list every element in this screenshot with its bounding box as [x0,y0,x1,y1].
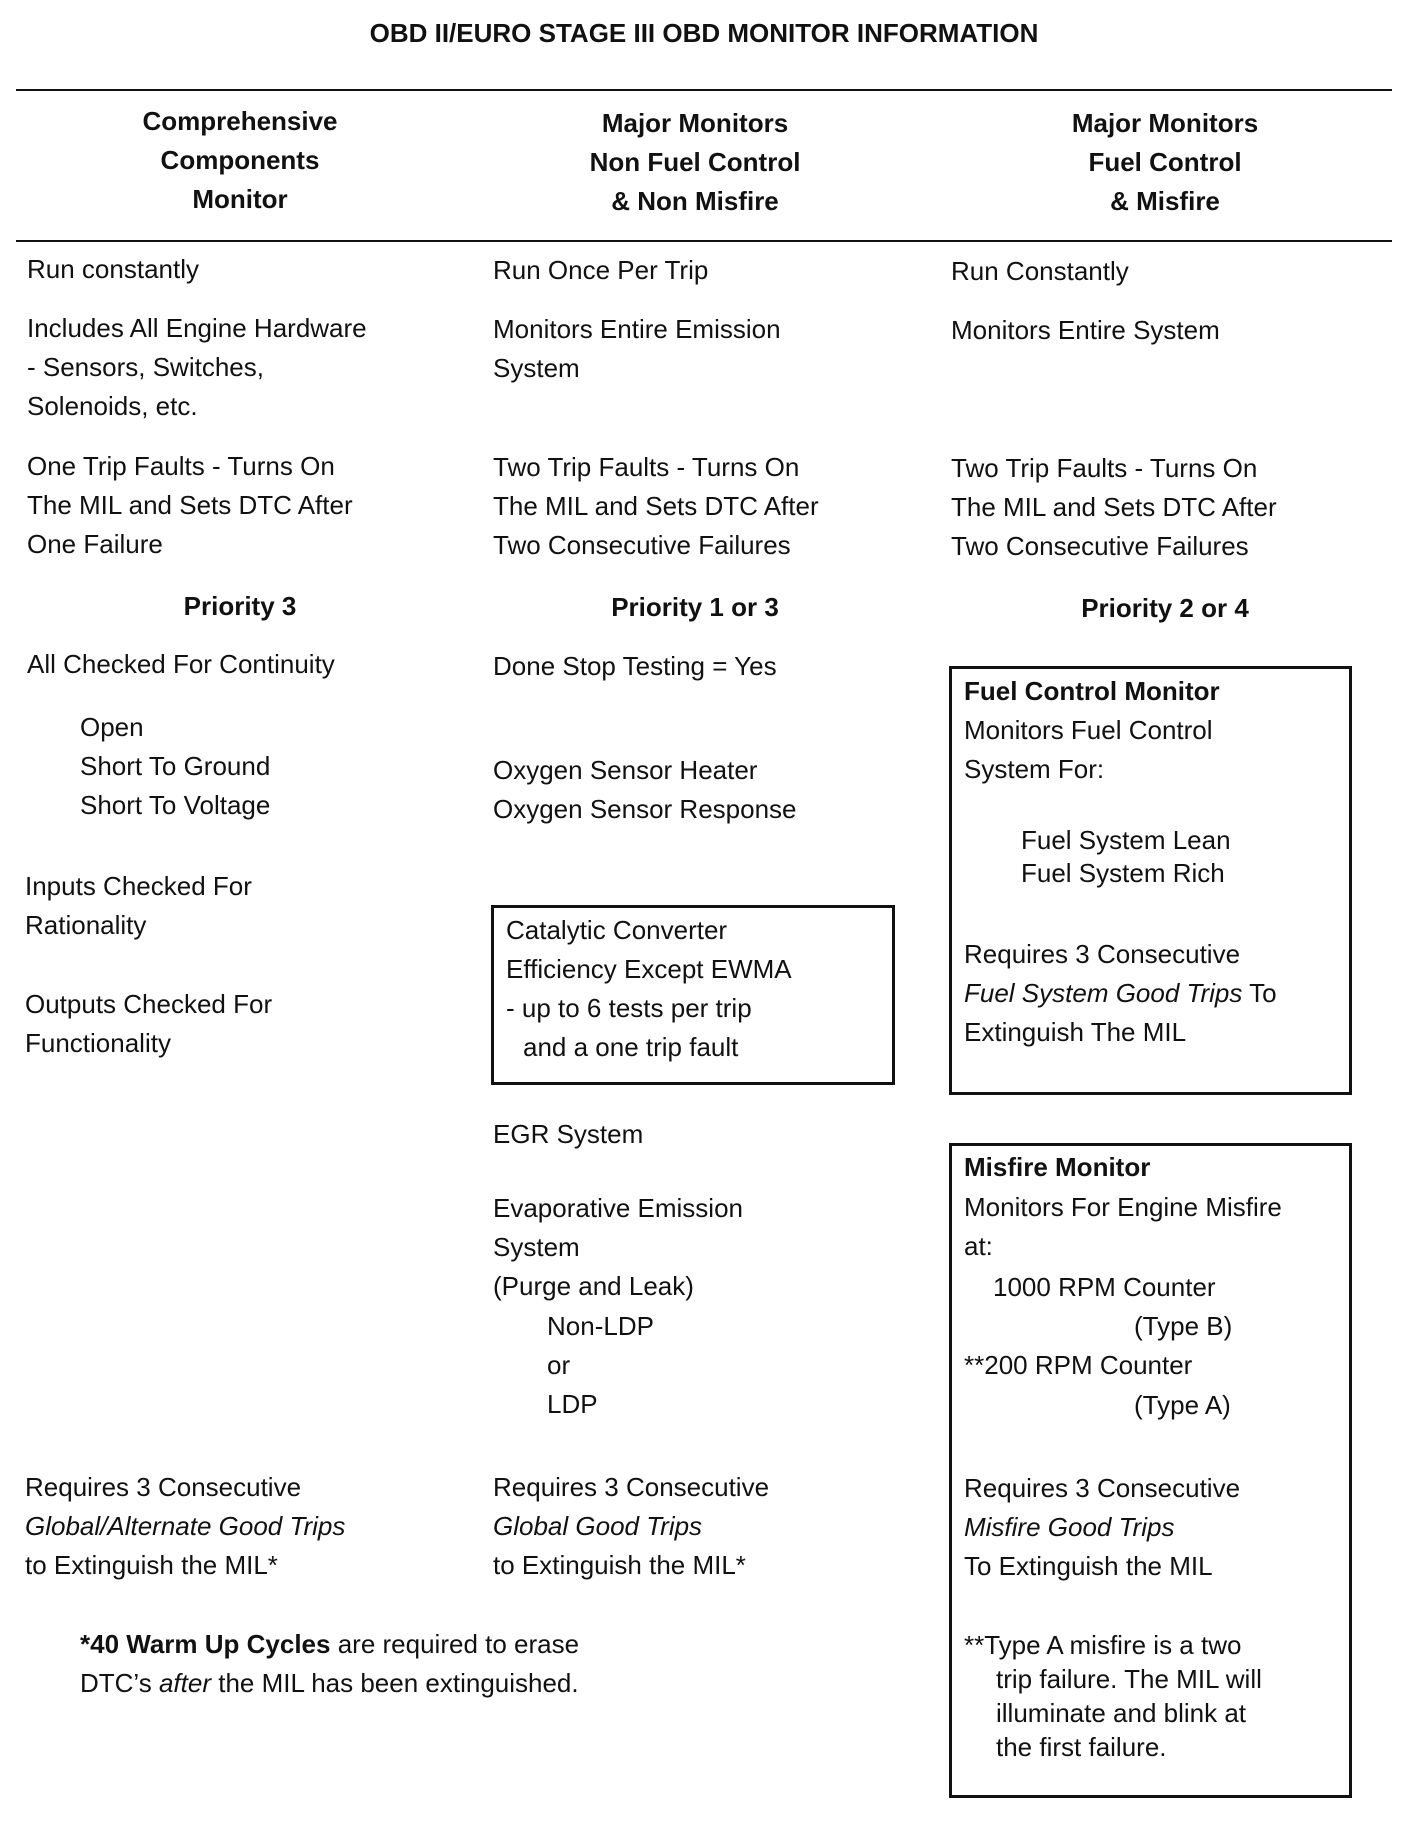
text-line: System For: [964,754,1105,784]
col2-evap [493,1189,743,1306]
text-line: Monitors Fuel Control [964,715,1213,745]
footnote [80,1625,579,1703]
text-line: Solenoids, etc. [27,391,198,421]
text-line: Monitors Entire Emission [493,314,781,344]
fuel-control-requires [964,935,1277,1052]
col1-continuity: All Checked For Continuity [27,649,335,679]
list-item: Short To Ground [80,751,271,781]
text-line: Oxygen Sensor Heater [493,755,758,785]
col2-oxygen [493,751,797,829]
footnote-bold: *40 Warm Up Cycles [80,1629,331,1659]
col2-faults [493,448,819,565]
list-item: LDP [547,1389,598,1419]
col2-monitors [493,310,781,388]
text-line: to Extinguish the MIL* [493,1550,746,1580]
text-line: illuminate and blink at [996,1698,1247,1728]
misfire-counter-2: **200 RPM Counter [964,1350,1193,1380]
text-line: The MIL and Sets DTC After [27,490,353,520]
text-line: trip failure. The MIL will [996,1664,1262,1694]
text-line: Two Consecutive Failures [493,530,791,560]
text-line: Evaporative Emission [493,1193,743,1223]
col1-header-line: Monitor [192,184,288,214]
col1-header-line: Components [160,145,320,175]
text-line: Requires 3 Consecutive [493,1472,770,1502]
col2-run: Run Once Per Trip [493,255,709,285]
misfire-title: Misfire Monitor [964,1152,1151,1182]
col2-requires [493,1468,769,1585]
col1-includes [27,309,367,426]
footnote-text: the MIL has been extinguished. [211,1668,579,1698]
text-line: - up to 6 tests per trip [506,993,752,1023]
col1-header [40,102,440,219]
text-line: - Sensors, Switches, [27,352,264,382]
footnote-text: are required to erase [330,1629,580,1659]
text-line: System [493,353,580,383]
text-line: Oxygen Sensor Response [493,794,797,824]
col1-requires [25,1468,345,1585]
col3-header-line: Fuel Control [1088,147,1242,177]
text-line: Requires 3 Consecutive [964,1473,1241,1503]
list-item: Short To Voltage [80,790,271,820]
col2-header-line: Major Monitors [601,108,789,138]
misfire-requires [964,1469,1240,1586]
col3-priority: Priority 2 or 4 [1081,593,1249,623]
text-line: Inputs Checked For [25,871,252,901]
fuel-control-title: Fuel Control Monitor [964,676,1220,706]
header-top-rule [16,89,1392,91]
col1-continuity-list [80,708,270,825]
col3-header [965,104,1365,221]
col1-priority: Priority 3 [183,591,297,621]
col2-egr: EGR System [493,1119,644,1149]
col2-done: Done Stop Testing = Yes [493,651,777,681]
list-item: or [547,1350,571,1380]
col3-monitors: Monitors Entire System [951,315,1220,345]
col1-faults [27,447,353,564]
catalytic-text [506,911,792,1067]
col2-priority: Priority 1 or 3 [611,592,779,622]
text-line: Two Consecutive Failures [951,531,1249,561]
text-line: Outputs Checked For [25,989,273,1019]
text-line: To Extinguish the MIL [964,1551,1213,1581]
list-item: Open [80,712,144,742]
col1-run: Run constantly [27,254,199,284]
col2-header [495,104,895,221]
text-span: To [1242,978,1277,1008]
text-line: One Trip Faults - Turns On [27,451,335,481]
text-line: Efficiency Except EWMA [506,954,792,984]
text-line: The MIL and Sets DTC After [951,492,1277,522]
text-line: **Type A misfire is a two [964,1630,1242,1660]
col1-outputs [25,985,272,1063]
text-line: to Extinguish the MIL* [25,1550,278,1580]
fuel-control-items [1021,824,1231,890]
list-item: Fuel System Rich [1021,858,1225,888]
text-line-italic: Misfire Good Trips [964,1512,1175,1542]
text-line: Requires 3 Consecutive [25,1472,302,1502]
col2-header-line: & Non Misfire [611,186,779,216]
page-title: OBD II/EURO STAGE III OBD MONITOR INFORMATION [369,18,1039,48]
misfire-type-a: (Type A) [1134,1390,1231,1420]
footnote-italic: after [158,1668,211,1698]
text-line: the first failure. [996,1732,1167,1762]
misfire-note [964,1628,1262,1764]
text-line: Two Trip Faults - Turns On [493,452,800,482]
col3-header-line: Major Monitors [1071,108,1259,138]
misfire-counter-1: 1000 RPM Counter [993,1272,1216,1302]
text-line: The MIL and Sets DTC After [493,491,819,521]
col1-inputs [25,867,252,945]
col2-header-line: Non Fuel Control [589,147,801,177]
text-line: Catalytic Converter [506,915,728,945]
fuel-control-lines [964,711,1213,789]
text-line-italic: Global Good Trips [493,1511,703,1541]
text-line: Monitors For Engine Misfire [964,1192,1282,1222]
header-bottom-rule [16,240,1392,242]
text-line: One Failure [27,529,163,559]
text-line-italic: Global/Alternate Good Trips [25,1511,346,1541]
list-item: Fuel System Lean [1021,825,1231,855]
col1-header-line: Comprehensive [142,106,338,136]
col3-run: Run Constantly [951,256,1129,286]
text-line: Requires 3 Consecutive [964,939,1241,969]
text-line: System [493,1232,580,1262]
text-line: Extinguish The MIL [964,1017,1187,1047]
text-line: Rationality [25,910,147,940]
col3-header-line: & Misfire [1110,186,1220,216]
text-line: Includes All Engine Hardware [27,313,367,343]
misfire-lines [964,1188,1282,1266]
text-italic: Fuel System Good Trips [964,978,1243,1008]
text-line: and a one trip fault [523,1032,739,1062]
col2-evap-types [547,1307,654,1424]
footnote-text: DTC’s [80,1668,159,1698]
col3-faults [951,449,1277,566]
text-line: Two Trip Faults - Turns On [951,453,1258,483]
misfire-type-b: (Type B) [1134,1311,1233,1341]
text-line: (Purge and Leak) [493,1271,694,1301]
text-line: Functionality [25,1028,171,1058]
list-item: Non-LDP [547,1311,654,1341]
text-line: at: [964,1231,993,1261]
